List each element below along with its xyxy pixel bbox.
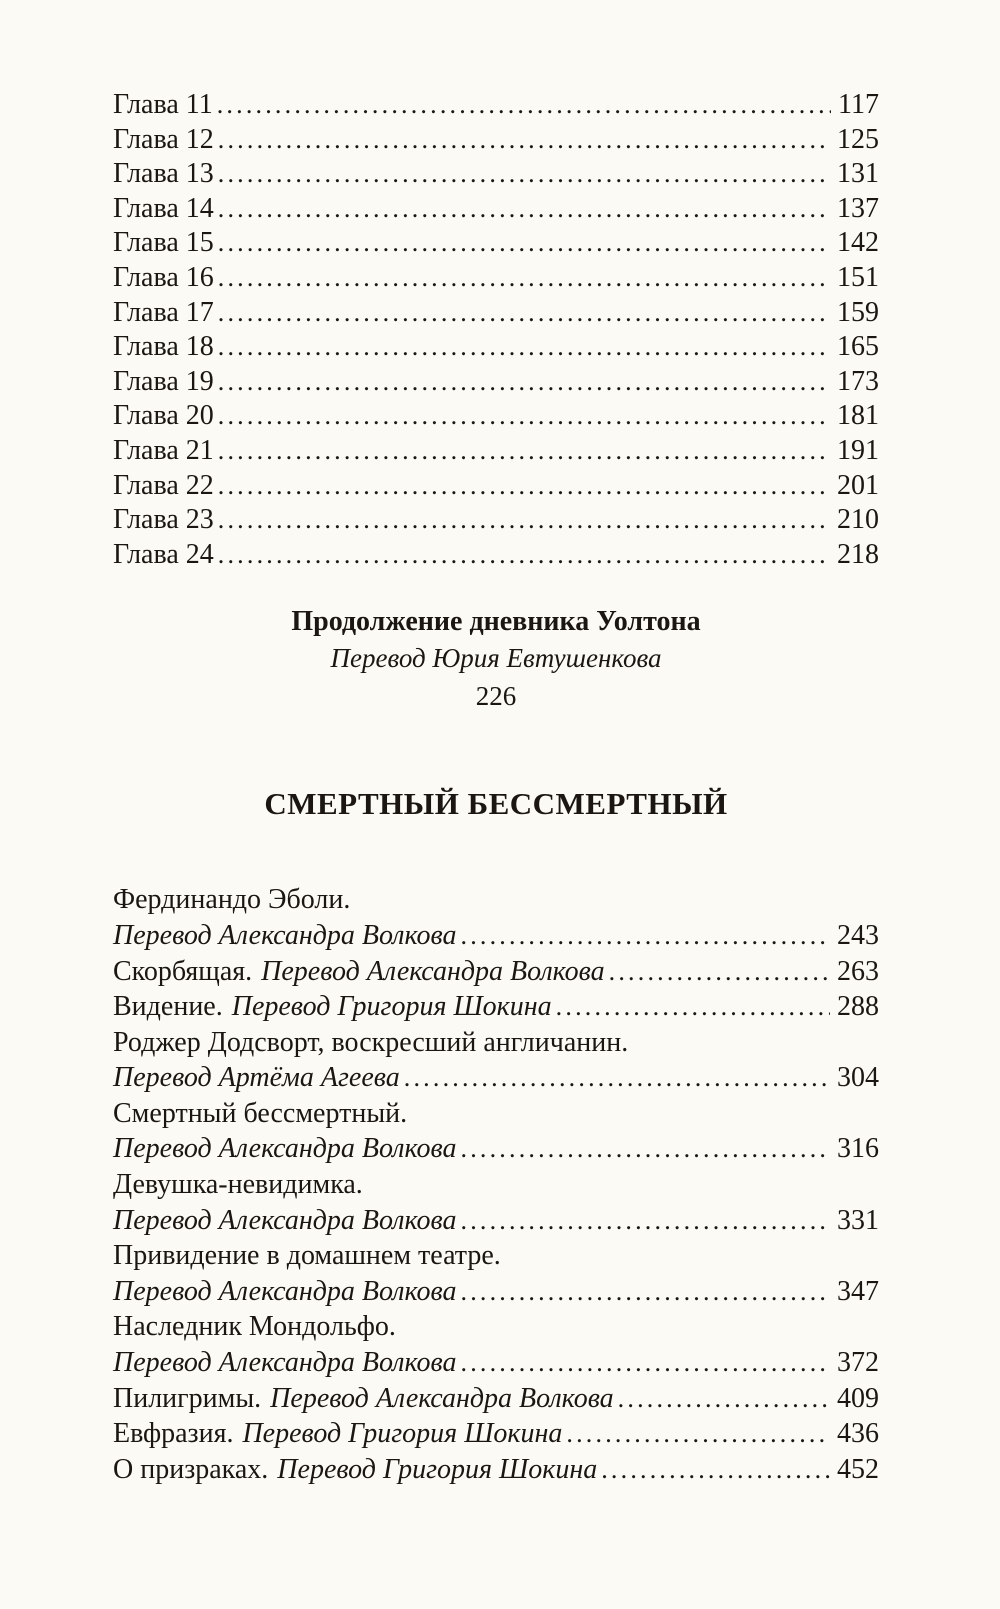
dot-leader [217, 88, 831, 123]
toc-story-row [113, 989, 879, 1025]
story-list [113, 882, 879, 1487]
section-heading-mortal-immortal: СМЕРТНЫЙ БЕССМЕРТНЫЙ [264, 786, 728, 822]
story-page-number: 288 [837, 991, 879, 1023]
toc-story-row [113, 1345, 879, 1381]
toc-story-row [113, 1096, 879, 1132]
toc-chapter-row [113, 88, 879, 123]
dot-leader [218, 192, 830, 227]
dot-leader [461, 918, 831, 954]
dot-leader [461, 1203, 831, 1239]
story-page-number: 436 [837, 1418, 879, 1450]
walton-section-title: Продолжение дневника Уолтона [291, 606, 701, 638]
chapter-list [113, 88, 879, 572]
dot-leader [404, 1060, 830, 1096]
story-translator: Перевод Александра Волкова [113, 1347, 457, 1379]
toc-story-row [113, 1452, 879, 1488]
chapter-page-number: 137 [837, 192, 879, 224]
chapter-label: Глава 13 [113, 158, 214, 190]
chapter-page-number: 201 [837, 469, 879, 501]
story-translator: Перевод Артёма Агеева [113, 1062, 400, 1094]
story-translator: Перевод Александра Волкова [113, 919, 457, 951]
chapter-label: Глава 16 [113, 261, 214, 293]
chapter-label: Глава 23 [113, 504, 214, 536]
chapter-label: Глава 20 [113, 400, 214, 432]
dot-leader [218, 469, 830, 504]
walton-section [113, 604, 879, 716]
dot-leader [566, 1416, 830, 1452]
story-translator: Перевод Григория Шокина [231, 991, 552, 1023]
chapter-page-number: 151 [837, 261, 879, 293]
story-title: Наследник Мондольфо. [113, 1311, 396, 1343]
dot-leader [218, 538, 830, 573]
toc-story-row [113, 1060, 879, 1096]
chapter-page-number: 159 [837, 296, 879, 328]
story-translator: Перевод Александра Волкова [113, 1133, 457, 1165]
dot-leader [461, 1274, 831, 1310]
chapter-page-number: 191 [837, 434, 879, 466]
toc-chapter-row [113, 434, 879, 469]
story-translator: Перевод Григория Шокина [242, 1418, 563, 1450]
story-translator: Перевод Григория Шокина [277, 1453, 598, 1485]
toc-story-row [113, 1309, 879, 1345]
toc-chapter-row [113, 503, 879, 538]
toc-chapter-row [113, 226, 879, 261]
dot-leader [218, 226, 830, 261]
toc-chapter-row [113, 157, 879, 192]
toc-chapter-row [113, 469, 879, 504]
toc-story-row [113, 1416, 879, 1452]
story-page-number: 452 [837, 1453, 879, 1485]
chapter-page-number: 181 [837, 400, 879, 432]
toc-chapter-row [113, 192, 879, 227]
toc-chapter-row [113, 330, 879, 365]
toc-story-row [113, 1025, 879, 1061]
chapter-label: Глава 14 [113, 192, 214, 224]
chapter-label: Глава 24 [113, 538, 214, 570]
chapter-page-number: 117 [838, 89, 879, 120]
dot-leader [218, 157, 830, 192]
chapter-label: Глава 12 [113, 123, 214, 155]
chapter-page-number: 218 [837, 538, 879, 570]
story-title: Пилигримы. [113, 1382, 262, 1414]
dot-leader [218, 399, 830, 434]
toc-story-row [113, 954, 879, 990]
walton-section-translator: Перевод Юрия Евтушенкова [330, 643, 662, 674]
dot-leader [618, 1381, 830, 1417]
toc-chapter-row [113, 399, 879, 434]
toc-story-row [113, 1381, 879, 1417]
story-page-number: 331 [837, 1204, 879, 1236]
toc-story-row [113, 1131, 879, 1167]
dot-leader [461, 1345, 831, 1381]
dot-leader [461, 1131, 831, 1167]
dot-leader [556, 989, 830, 1025]
story-translator: Перевод Александра Волкова [113, 1204, 457, 1236]
story-page-number: 409 [837, 1382, 879, 1414]
story-title: Роджер Додсворт, воскресший англичанин. [113, 1026, 629, 1058]
chapter-page-number: 165 [837, 331, 879, 363]
story-title: Смертный бессмертный. [113, 1097, 408, 1129]
toc-story-row [113, 1203, 879, 1239]
toc-chapter-row [113, 538, 879, 573]
dot-leader [218, 261, 830, 296]
toc-story-row [113, 882, 879, 918]
dot-leader [218, 123, 830, 158]
toc-chapter-row [113, 123, 879, 158]
story-translator: Перевод Александра Волкова [113, 1275, 457, 1307]
chapter-label: Глава 18 [113, 331, 214, 363]
chapter-page-number: 125 [837, 123, 879, 155]
story-page-number: 347 [837, 1275, 879, 1307]
chapter-label: Глава 15 [113, 227, 214, 259]
chapter-label: Глава 22 [113, 469, 214, 501]
toc-story-row [113, 918, 879, 954]
story-translator: Перевод Александра Волкова [270, 1382, 614, 1414]
dot-leader [218, 434, 830, 469]
story-page-number: 263 [837, 955, 879, 987]
dot-leader [218, 365, 830, 400]
toc-chapter-row [113, 261, 879, 296]
toc-story-row [113, 1274, 879, 1310]
chapter-page-number: 131 [837, 158, 879, 190]
story-title: О призраках. [113, 1453, 269, 1485]
toc-story-row [113, 1238, 879, 1274]
dot-leader [609, 954, 830, 990]
story-page-number: 316 [837, 1133, 879, 1165]
story-title: Привидение в домашнем театре. [113, 1240, 501, 1272]
chapter-page-number: 173 [837, 365, 879, 397]
toc-content [113, 88, 879, 1487]
toc-story-row [113, 1167, 879, 1203]
toc-chapter-row [113, 365, 879, 400]
chapter-page-number: 210 [837, 504, 879, 536]
chapter-label: Глава 11 [113, 89, 213, 120]
story-title: Девушка-невидимка. [113, 1169, 363, 1201]
story-page-number: 372 [837, 1347, 879, 1379]
walton-section-page-number: 226 [475, 681, 517, 712]
dot-leader [601, 1452, 830, 1488]
story-title: Скорбящая. [113, 955, 253, 987]
dot-leader [218, 503, 830, 538]
dot-leader [218, 330, 830, 365]
chapter-label: Глава 21 [113, 434, 214, 466]
dot-leader [218, 296, 830, 331]
chapter-label: Глава 19 [113, 365, 214, 397]
story-translator: Перевод Александра Волкова [261, 955, 605, 987]
story-title: Евфразия. [113, 1418, 234, 1450]
story-page-number: 304 [837, 1062, 879, 1094]
story-title: Фердинандо Эболи. [113, 884, 351, 916]
chapter-label: Глава 17 [113, 296, 214, 328]
story-title: Видение. [113, 991, 223, 1023]
story-page-number: 243 [837, 919, 879, 951]
toc-chapter-row [113, 296, 879, 331]
chapter-page-number: 142 [837, 227, 879, 259]
